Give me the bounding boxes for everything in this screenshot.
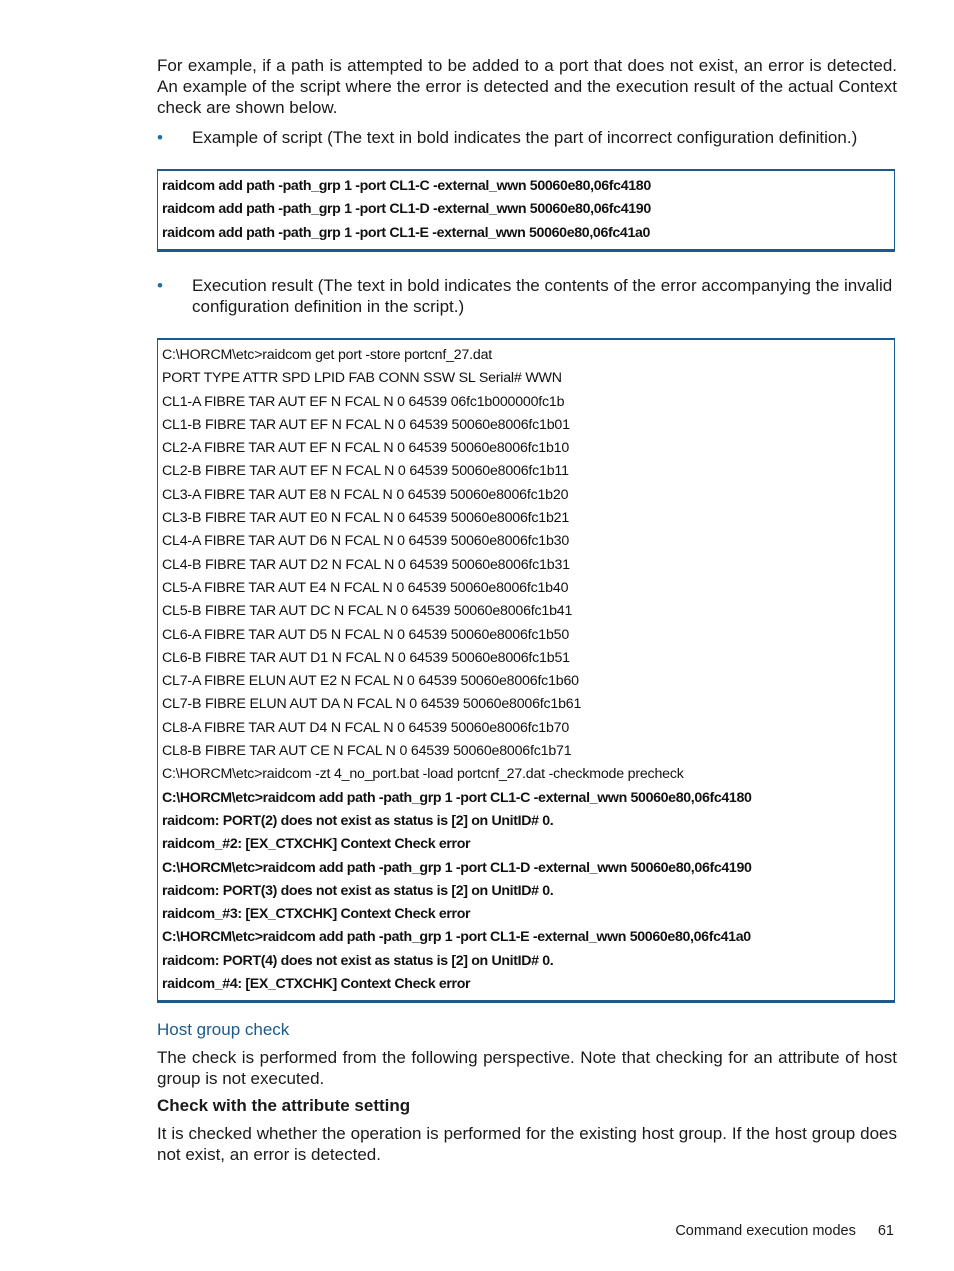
result-line: CL7-A FIBRE ELUN AUT E2 N FCAL N 0 64539 50060e8006fc1b60	[162, 673, 579, 690]
result-line: raidcom: PORT(3) does not exist as status is [2] on UnitID# 0.	[162, 882, 554, 899]
result-line: CL5-B FIBRE TAR AUT DC N FCAL N 0 64539 50060e8006fc1b41	[162, 603, 573, 620]
result-line: CL8-A FIBRE TAR AUT D4 N FCAL N 0 64539 50060e8006fc1b70	[162, 719, 570, 736]
result-line: CL6-B FIBRE TAR AUT D1 N FCAL N 0 64539 50060e8006fc1b51	[162, 649, 570, 666]
result-line: CL4-B FIBRE TAR AUT D2 N FCAL N 0 64539 50060e8006fc1b31	[162, 556, 570, 573]
page-footer	[600, 1222, 894, 1240]
section-heading: Host group check	[157, 1020, 290, 1039]
script-code-block	[157, 169, 895, 252]
result-line: CL1-B FIBRE TAR AUT EF N FCAL N 0 64539 50060e8006fc1b01	[162, 416, 570, 433]
result-line: PORT TYPE ATTR SPD LPID FAB CONN SSW SL Serial# WWN	[162, 370, 562, 387]
script-line: raidcom add path -path_grp 1 -port CL1-D -external_wwn 50060e80,06fc4190	[162, 201, 651, 218]
bullet-item-script	[157, 127, 897, 148]
result-line: CL2-A FIBRE TAR AUT EF N FCAL N 0 64539 50060e8006fc1b10	[162, 440, 570, 457]
bullet-text: Example of script (The text in bold indicates the part of incorrect configuration definition.)	[192, 128, 858, 147]
bullet-text: Execution result (The text in bold indicates the contents of the error accompanying the invalid configuration definition in the script.)	[192, 276, 893, 316]
bullet-icon: •	[157, 128, 163, 147]
result-lines	[162, 344, 890, 996]
result-line: CL1-A FIBRE TAR AUT EF N FCAL N 0 64539 06fc1b000000fc1b	[162, 393, 565, 410]
result-line: raidcom_#4: [EX_CTXCHK] Context Check error	[162, 976, 471, 993]
section-paragraph: The check is performed from the following perspective. Note that checking for an attribute of host group is not executed.	[157, 1048, 897, 1088]
result-line: CL6-A FIBRE TAR AUT D5 N FCAL N 0 64539 50060e8006fc1b50	[162, 626, 570, 643]
result-line: C:\HORCM\etc>raidcom add path -path_grp 1 -port CL1-E -external_wwn 50060e80,06fc41a0	[162, 929, 751, 946]
page-number: 61	[877, 1223, 894, 1239]
result-line: CL4-A FIBRE TAR AUT D6 N FCAL N 0 64539 50060e8006fc1b30	[162, 533, 570, 550]
result-line: C:\HORCM\etc>raidcom add path -path_grp 1 -port CL1-D -external_wwn 50060e80,06fc4190	[162, 859, 752, 876]
bullet-item-result	[157, 275, 897, 317]
result-code-block	[157, 338, 895, 1003]
script-line: raidcom add path -path_grp 1 -port CL1-C -external_wwn 50060e80,06fc4180	[162, 178, 651, 194]
result-line: CL5-A FIBRE TAR AUT E4 N FCAL N 0 64539 50060e8006fc1b40	[162, 579, 569, 596]
result-line: CL8-B FIBRE TAR AUT CE N FCAL N 0 64539 50060e8006fc1b71	[162, 743, 572, 760]
result-line: C:\HORCM\etc>raidcom add path -path_grp 1 -port CL1-C -external_wwn 50060e80,06fc4180	[162, 789, 752, 806]
result-line: CL3-B FIBRE TAR AUT E0 N FCAL N 0 64539 50060e8006fc1b21	[162, 510, 570, 527]
script-lines	[162, 175, 890, 245]
bullet-icon: •	[157, 276, 163, 295]
result-line: raidcom: PORT(4) does not exist as status is [2] on UnitID# 0.	[162, 952, 554, 969]
intro-paragraph: For example, if a path is attempted to be added to a port that does not exist, an error is detected. An example of the script where the error is detected and the execution result of the actual Context check are shown below.	[157, 56, 897, 117]
result-line: raidcom_#3: [EX_CTXCHK] Context Check error	[162, 906, 471, 923]
footer-section-title: Command execution modes	[675, 1223, 856, 1239]
result-line: raidcom: PORT(2) does not exist as status is [2] on UnitID# 0.	[162, 812, 554, 829]
result-line: CL3-A FIBRE TAR AUT E8 N FCAL N 0 64539 50060e8006fc1b20	[162, 486, 569, 503]
result-line: C:\HORCM\etc>raidcom get port -store portcnf_27.dat	[162, 347, 493, 363]
result-line: raidcom_#2: [EX_CTXCHK] Context Check error	[162, 836, 471, 853]
result-line: C:\HORCM\etc>raidcom -zt 4_no_port.bat -load portcnf_27.dat -checkmode precheck	[162, 766, 684, 783]
result-line: CL2-B FIBRE TAR AUT EF N FCAL N 0 64539 50060e8006fc1b11	[162, 463, 569, 480]
final-paragraph: It is checked whether the operation is performed for the existing host group. If the host group does not exist, an error is detected.	[157, 1124, 897, 1164]
subheading: Check with the attribute setting	[157, 1096, 411, 1115]
script-line: raidcom add path -path_grp 1 -port CL1-E -external_wwn 50060e80,06fc41a0	[162, 224, 651, 241]
result-line: CL7-B FIBRE ELUN AUT DA N FCAL N 0 64539 50060e8006fc1b61	[162, 696, 582, 713]
